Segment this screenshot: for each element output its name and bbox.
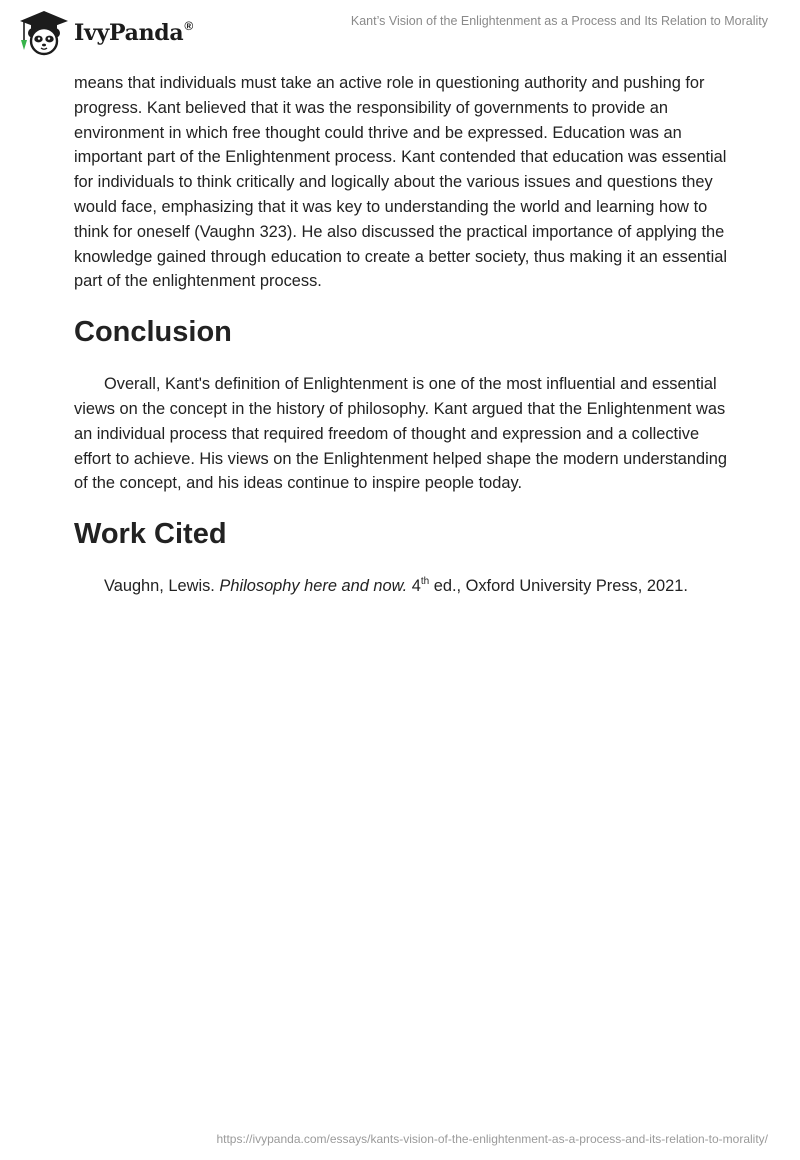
- source-url[interactable]: https://ivypanda.com/essays/kants-vision-of-the-enlightenment-as-a-process-and-its-relation-to-morality/: [216, 1132, 768, 1146]
- ivypanda-logo[interactable]: [14, 8, 193, 56]
- panda-graduate-icon: [14, 8, 72, 56]
- conclusion-paragraph: Overall, Kant's definition of Enlightenment is one of the most influential and essential views on the concept in the history of philosophy. Kant argued that the Enlightenment was an individual process that required freedom of thought and expression and a collective effort to achieve. His views on the Enlightenment helped shape the modern understanding of the concept, and his ideas continue to inspire people today.: [74, 375, 728, 493]
- work-cited-heading: Work Cited: [74, 518, 227, 551]
- citation-entry: [74, 574, 734, 598]
- page-header: [0, 0, 800, 60]
- citation-publisher: ed., Oxford University Press, 2021.: [429, 577, 688, 596]
- registered-mark: ®: [184, 18, 193, 33]
- body-paragraph: means that individuals must take an active role in questioning authority and pushing for progress. Kant believed that it was the responsibility of governments to provide an environment in which free thought could thrive and be expressed. Education was an important part of the Enlightenment process. Kant contended that education was essential for individuals to think critically and logically about the various issues and questions they would face, emphasizing that it was key to understanding the world and learning how to think for oneself (Vaughn 323). He also discussed the practical importance of applying the knowledge gained through education to create a better society, thus making it an essential part of the enlightenment process.: [74, 74, 727, 291]
- citation-edition-suffix: th: [420, 576, 430, 588]
- citation-author: Vaughn, Lewis.: [104, 577, 220, 596]
- conclusion-heading: Conclusion: [74, 316, 232, 349]
- citation-title: Philosophy here and now.: [219, 577, 408, 596]
- essay-content: [74, 71, 734, 598]
- document-title: Kant’s Vision of the Enlightenment as a Process and Its Relation to Morality: [350, 14, 768, 28]
- citation-edition: 4: [407, 577, 421, 596]
- logo-wordmark: IvyPanda®: [74, 18, 193, 46]
